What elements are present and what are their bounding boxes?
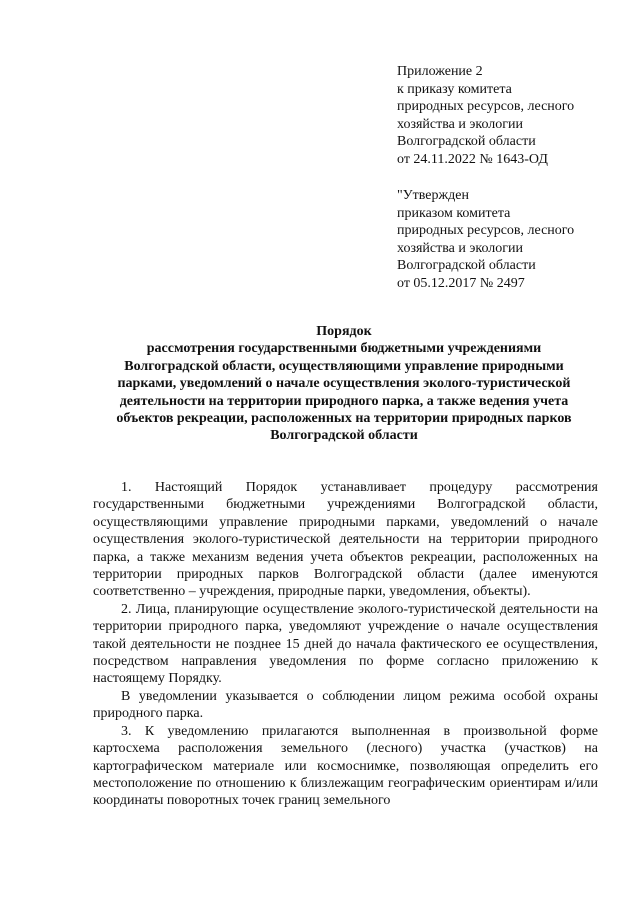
appendix-line: от 24.11.2022 № 1643-ОД xyxy=(397,151,548,167)
approved-line: от 05.12.2017 № 2497 xyxy=(397,275,525,291)
approved-line: природных ресурсов, лесного xyxy=(397,223,575,238)
appendix-header xyxy=(397,63,627,168)
approved-line: "Утвержден xyxy=(397,188,469,203)
appendix-line: к приказу комитета xyxy=(397,81,512,97)
paragraph-2-note: В уведомлении указывается о соблюдении лицом режима особой охраны природного парка. xyxy=(93,688,598,722)
document-body xyxy=(93,479,598,810)
title-line: парками, уведомлений о начале осуществления эколого-туристической xyxy=(117,376,571,392)
paragraph-2: 2. Лица, планирующие осуществление эколого-туристической деятельности на территории природного парка, уведомляют учреждение о начале осуществления такой деятельности не позднее 15 дней до начала фактического ее осуществления, посредством направления уведомления по форме согласно приложению к настоящему Порядку. xyxy=(93,601,598,687)
appendix-line: природных ресурсов, лесного xyxy=(397,99,575,114)
appendix-line: Приложение 2 xyxy=(397,64,483,79)
title-line: Волгоградской области, осуществляющими управление природными xyxy=(124,358,564,374)
approved-line: Волгоградской области xyxy=(397,258,536,273)
title-line: Порядок xyxy=(316,324,372,339)
title-line: рассмотрения государственными бюджетными учреждениями xyxy=(146,341,542,357)
appendix-line: Волгоградской области xyxy=(397,134,536,149)
paragraph-1: 1. Настоящий Порядок устанавливает процедуру рассмотрения государственными бюджетными учреждениями Волгоградской области, осуществляющими управление природными парками, уведомлений о начале осуществления эколого-туристической деятельности на территории природного парка, а также механизм ведения учета объектов рекреации, расположенных на территории природных парков Волгоградской области (далее именуются соответственно – учреждения, природные парки, уведомления, объекты). xyxy=(93,480,598,600)
paragraph-3: 3. К уведомлению прилагаются выполненная в произвольной форме картосхема расположения земельного (лесного) участка (участков) на картографическом материале или космоснимке, позволяющая определить его местоположение по отношению к близлежащим географическим ориентирам и/или координаты поворотных точек границ земельного xyxy=(93,723,598,809)
title-line: объектов рекреации, расположенных на территории природных парков xyxy=(116,411,572,427)
approved-line: приказом комитета xyxy=(397,205,511,221)
appendix-line: хозяйства и экологии xyxy=(397,116,524,132)
approved-line: хозяйства и экологии xyxy=(397,240,524,256)
title-line: Волгоградской области xyxy=(270,428,418,444)
approved-header xyxy=(397,187,627,292)
document-title xyxy=(60,323,628,445)
title-line: деятельности на территории природного парка, а также ведения учета xyxy=(119,393,569,409)
